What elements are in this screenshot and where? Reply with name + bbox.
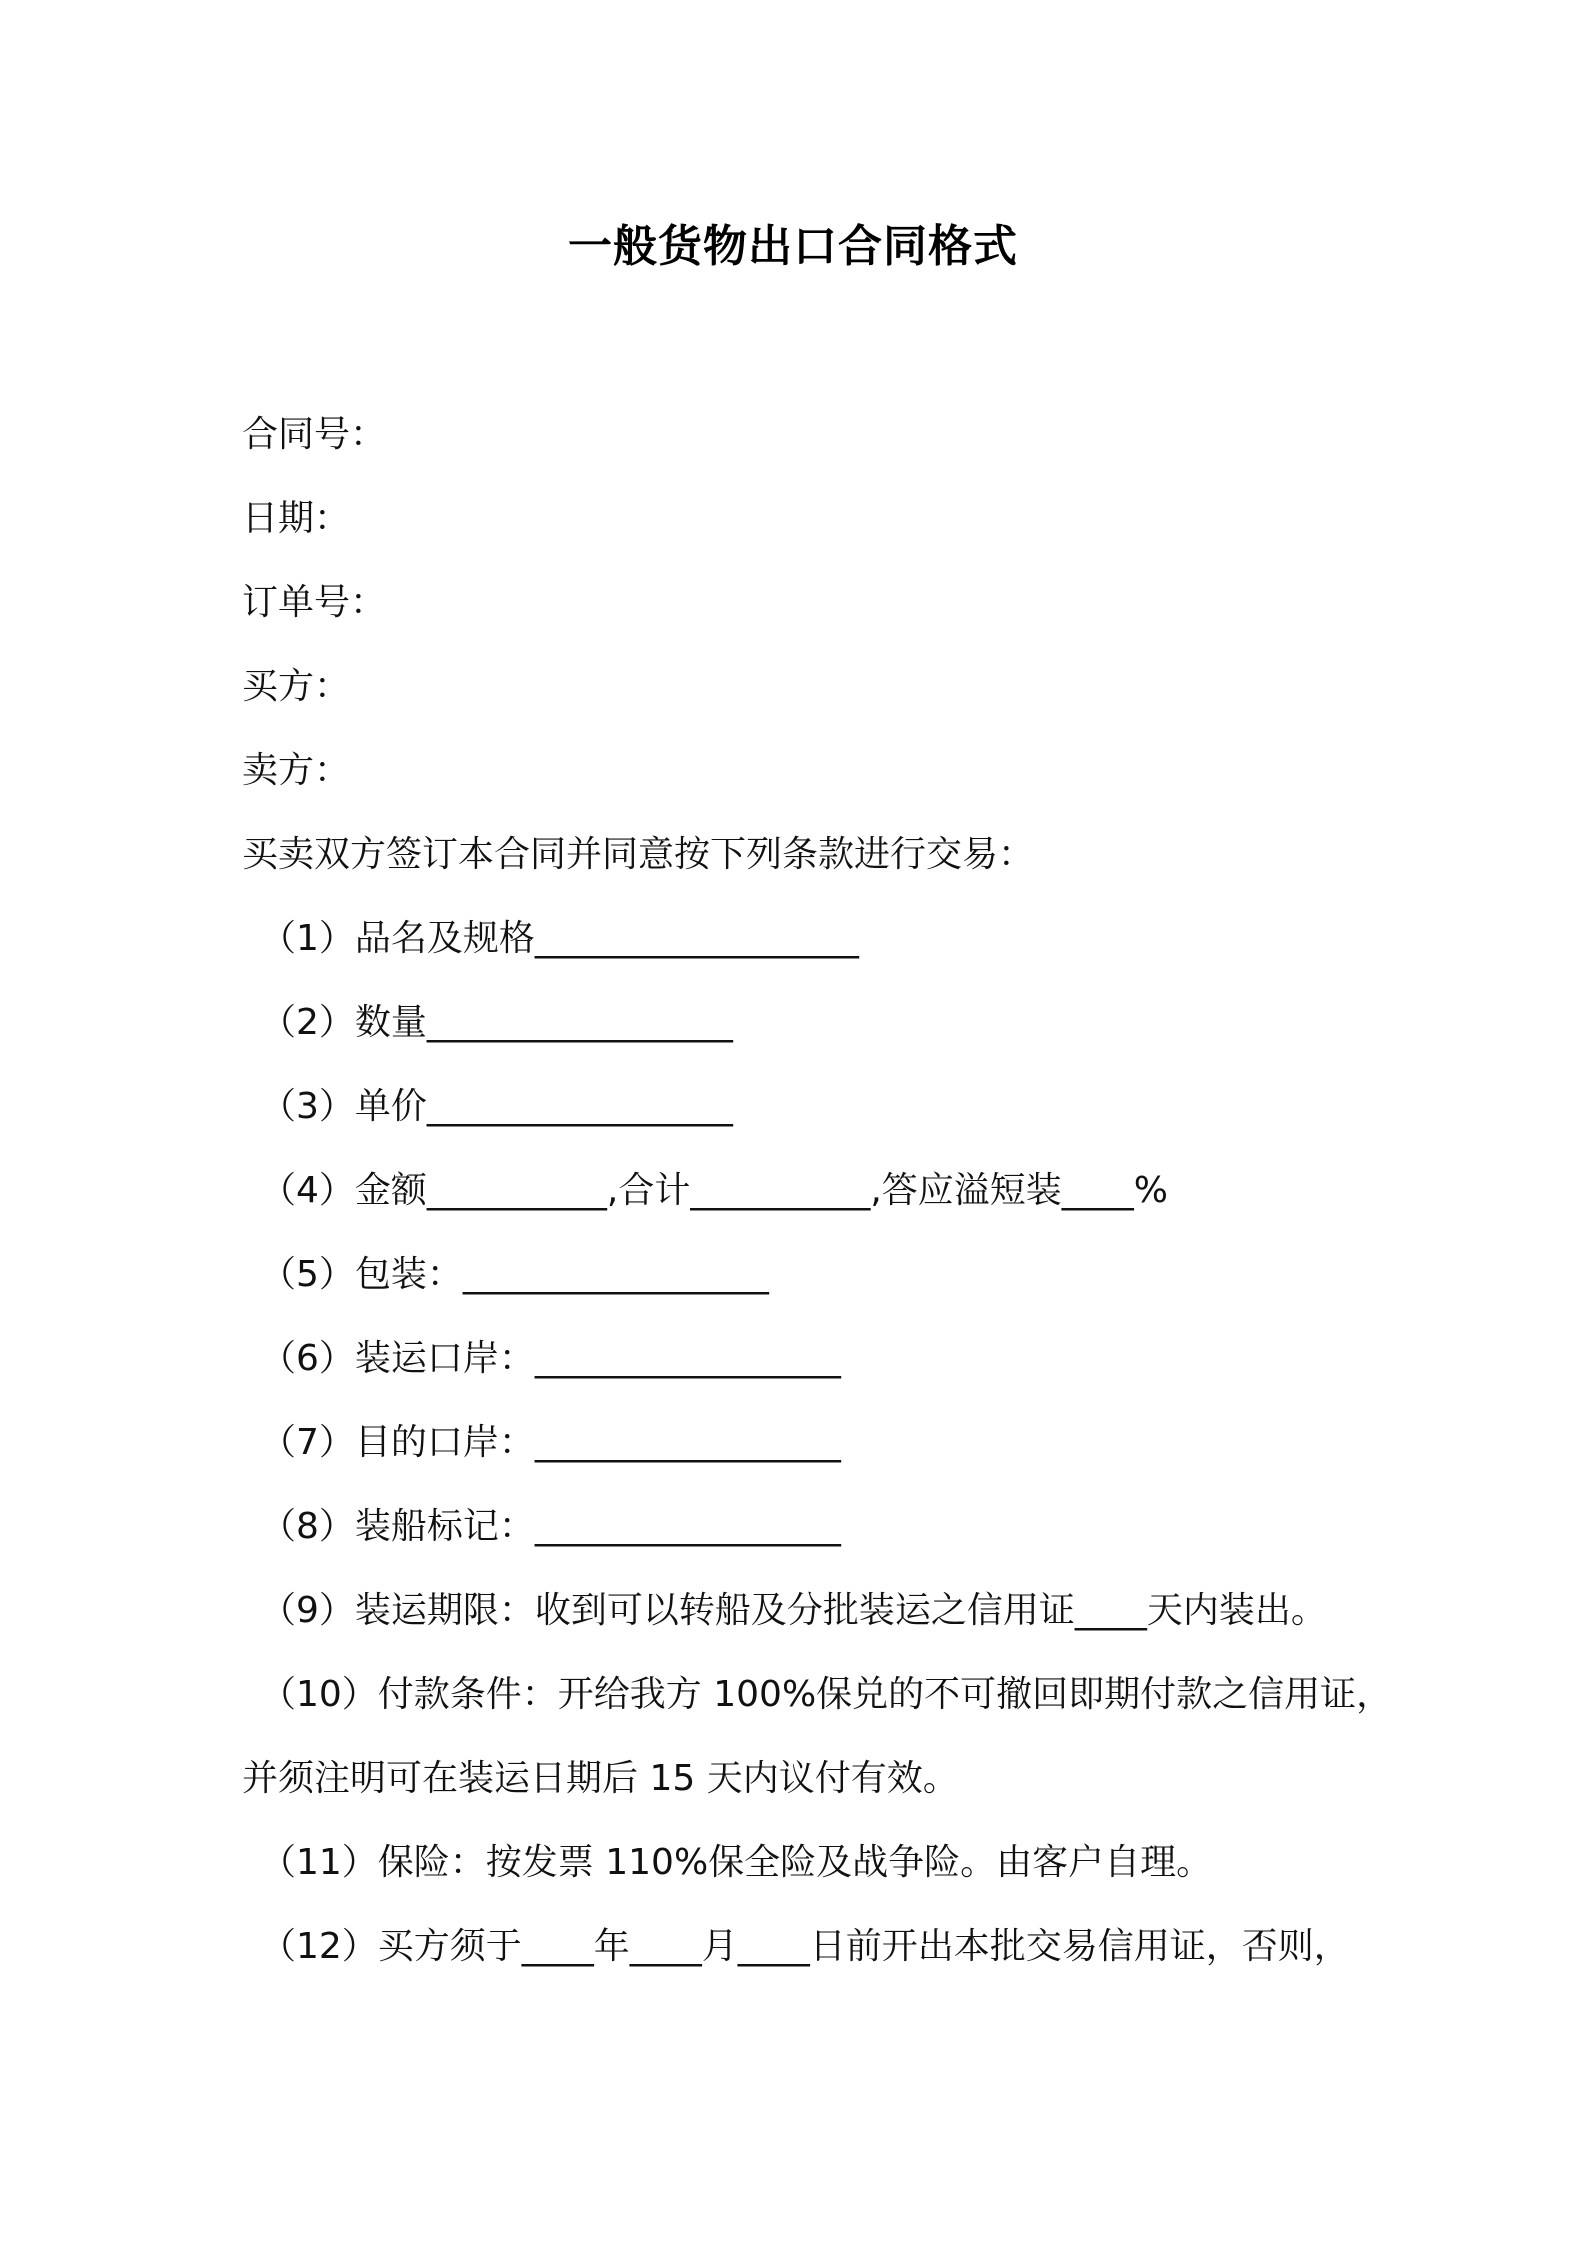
clause-1-product-spec: （1）品名及规格__________________ (260, 918, 859, 959)
clause-6-loading-port: （6）装运口岸：_________________ (260, 1338, 841, 1379)
clause-7-destination-port: （7）目的口岸：_________________ (260, 1422, 841, 1463)
clause-12-letter-of-credit: （12）买方须于____年____月____日前开出本批交易信用证，否则， (260, 1926, 1350, 1967)
clause-5-packing: （5）包装：_________________ (260, 1254, 769, 1295)
seller-field: 卖方： (242, 750, 351, 791)
clause-3-unit-price: （3）单价_________________ (260, 1086, 733, 1127)
clause-4-amount: （4）金额__________,合计__________,答应溢短装____% (260, 1170, 1168, 1211)
clause-2-quantity: （2）数量_________________ (260, 1002, 733, 1043)
date-field: 日期： (242, 498, 351, 539)
clause-11-insurance: （11）保险：按发票 110%保全险及战争险。由客户自理。 (260, 1842, 1213, 1883)
clause-9-shipment-period: （9）装运期限：收到可以转船及分批装运之信用证____天内装出。 (260, 1590, 1327, 1631)
document-body (242, 408, 1393, 2004)
clause-10-continuation: 并须注明可在装运日期后 15 天内议付有效。 (242, 1758, 959, 1799)
order-number-field: 订单号： (242, 582, 387, 623)
clause-10-payment-terms: （10）付款条件：开给我方 100%保兑的不可撤回即期付款之信用证， (260, 1674, 1393, 1715)
buyer-field: 买方： (242, 666, 351, 707)
clause-8-shipping-marks: （8）装船标记：_________________ (260, 1506, 841, 1547)
document-title: 一般货物出口合同格式 (568, 221, 1018, 272)
contract-number-field: 合同号： (242, 414, 387, 455)
agreement-intro: 买卖双方签订本合同并同意按下列条款进行交易： (242, 834, 1035, 875)
